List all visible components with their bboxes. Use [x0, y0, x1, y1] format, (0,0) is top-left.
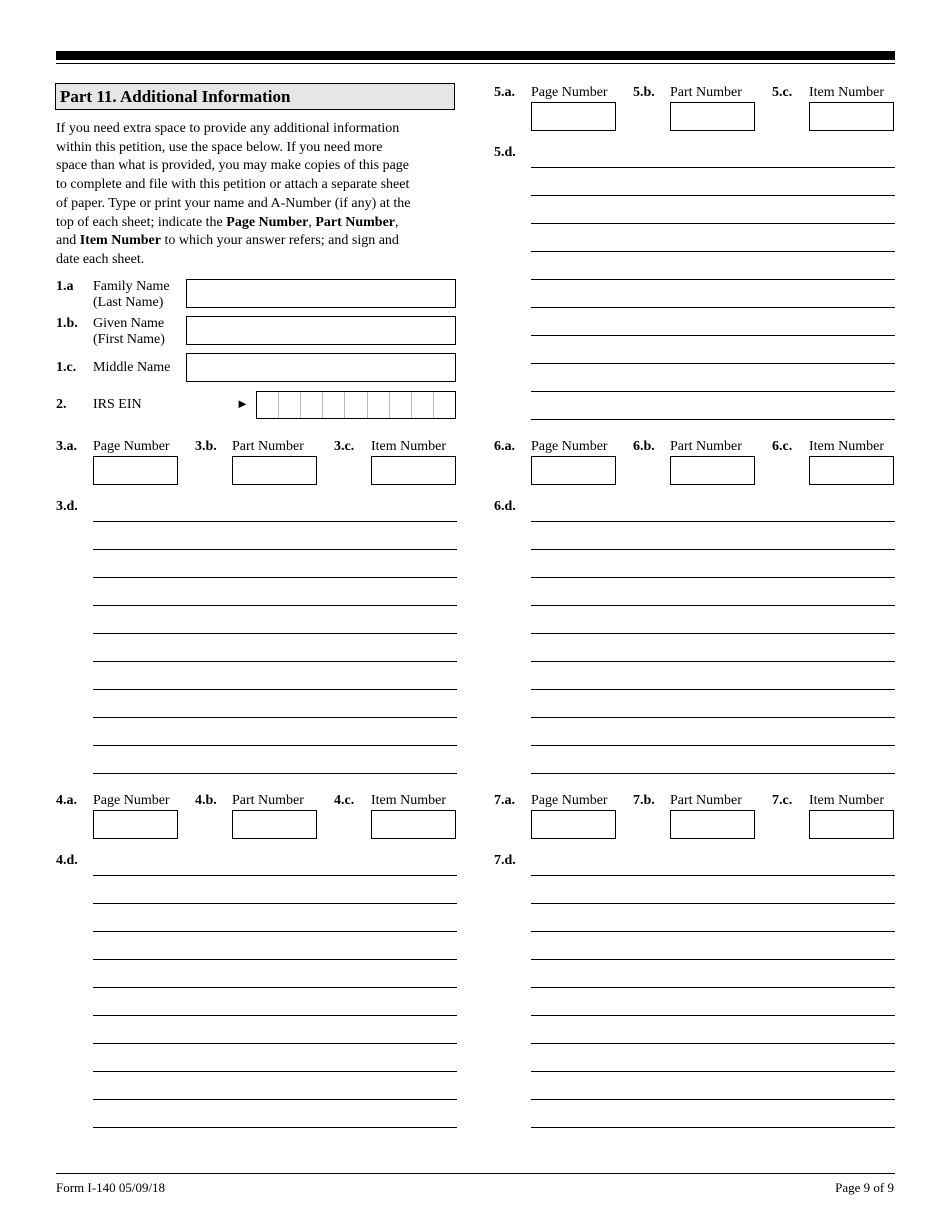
footer-rule: [56, 1173, 895, 1174]
answer-line-5d[interactable]: [531, 419, 895, 420]
item-number-6a: 6.a.: [494, 439, 515, 454]
page-number-input-7a[interactable]: [531, 810, 616, 839]
answer-line-7d[interactable]: [531, 1099, 895, 1100]
part-number-input-4b[interactable]: [232, 810, 317, 839]
answer-line-7d[interactable]: [531, 1043, 895, 1044]
item-number-6b: 6.b.: [633, 439, 655, 454]
item-number-5b: 5.b.: [633, 85, 655, 100]
intro-bold-page-number: Page Number: [226, 214, 309, 230]
answer-line-3d[interactable]: [93, 689, 457, 690]
answer-line-5d[interactable]: [531, 335, 895, 336]
ein-digit-cell[interactable]: [323, 392, 345, 418]
ein-digit-cell[interactable]: [434, 392, 455, 418]
part-title: Part 11. Additional Information: [55, 83, 455, 110]
answer-line-5d[interactable]: [531, 363, 895, 364]
answer-line-6d[interactable]: [531, 521, 895, 522]
item-number-label: Item Number: [371, 793, 447, 808]
arrow-right-icon: ►: [236, 396, 249, 411]
item-number-5a: 5.a.: [494, 85, 515, 100]
item-number-4d: 4.d.: [56, 853, 78, 868]
family-name-input[interactable]: [186, 279, 456, 308]
item-number-input-4c[interactable]: [371, 810, 456, 839]
intro-text: and: [56, 233, 80, 249]
answer-line-4d[interactable]: [93, 1015, 457, 1016]
given-name-label: Given Name: [93, 316, 165, 331]
item-number-3a: 3.a.: [56, 439, 77, 454]
intro-bold-part-number: Part Number: [315, 214, 396, 230]
answer-line-5d[interactable]: [531, 307, 895, 308]
answer-line-5d[interactable]: [531, 251, 895, 252]
answer-line-5d[interactable]: [531, 195, 895, 196]
answer-line-7d[interactable]: [531, 959, 895, 960]
item-number-5c: 5.c.: [772, 85, 793, 100]
intro-line: to complete and file with this petition or attach a separate sheet: [56, 177, 410, 193]
item-number-2: 2.: [56, 397, 67, 412]
part-number-input-5b[interactable]: [670, 102, 755, 131]
intro-text: ,: [308, 214, 316, 230]
answer-line-5d[interactable]: [531, 391, 895, 392]
answer-line-3d[interactable]: [93, 577, 457, 578]
item-number-6c: 6.c.: [772, 439, 793, 454]
item-number-7b: 7.b.: [633, 793, 655, 808]
answer-line-4d[interactable]: [93, 1071, 457, 1072]
middle-name-input[interactable]: [186, 353, 456, 382]
answer-line-7d[interactable]: [531, 931, 895, 932]
ein-digit-cell[interactable]: [301, 392, 323, 418]
ein-digit-cell[interactable]: [390, 392, 412, 418]
family-name-sublabel: (Last Name): [93, 295, 164, 310]
answer-line-7d[interactable]: [531, 987, 895, 988]
answer-line-6d[interactable]: [531, 717, 895, 718]
answer-line-4d[interactable]: [93, 1099, 457, 1100]
answer-line-4d[interactable]: [93, 875, 457, 876]
item-number-input-3c[interactable]: [371, 456, 456, 485]
intro-line: within this petition, use the space below. If you need more: [56, 139, 383, 155]
ein-digit-cell[interactable]: [368, 392, 390, 418]
page-number: Page 9 of 9: [835, 1180, 894, 1195]
answer-line-3d[interactable]: [93, 717, 457, 718]
item-number-input-6c[interactable]: [809, 456, 894, 485]
answer-line-3d[interactable]: [93, 521, 457, 522]
item-number-label: Item Number: [809, 85, 885, 100]
page-number-label: Page Number: [531, 439, 608, 454]
item-number-4c: 4.c.: [334, 793, 355, 808]
given-name-sublabel: (First Name): [93, 332, 165, 347]
answer-line-6d[interactable]: [531, 689, 895, 690]
answer-line-3d[interactable]: [93, 633, 457, 634]
page-number-input-4a[interactable]: [93, 810, 178, 839]
part-number-input-3b[interactable]: [232, 456, 317, 485]
part-number-label: Part Number: [670, 85, 742, 100]
answer-line-7d[interactable]: [531, 903, 895, 904]
item-number-3d: 3.d.: [56, 499, 78, 514]
part-number-input-7b[interactable]: [670, 810, 755, 839]
part-number-input-6b[interactable]: [670, 456, 755, 485]
answer-line-7d[interactable]: [531, 875, 895, 876]
item-number-7c: 7.c.: [772, 793, 793, 808]
answer-line-7d[interactable]: [531, 1015, 895, 1016]
item-number-input-5c[interactable]: [809, 102, 894, 131]
intro-text: ,: [395, 214, 399, 230]
answer-line-4d[interactable]: [93, 987, 457, 988]
intro-bold-item-number: Item Number: [79, 233, 161, 249]
intro-text: top of each sheet; indicate the: [56, 214, 227, 230]
answer-line-7d[interactable]: [531, 1071, 895, 1072]
intro-line: [56, 232, 458, 251]
page-number-input-5a[interactable]: [531, 102, 616, 131]
intro-line: space than what is provided, you may make copies of this page: [56, 158, 410, 174]
page-number-label: Page Number: [93, 793, 170, 808]
answer-line-3d[interactable]: [93, 661, 457, 662]
answer-line-4d[interactable]: [93, 931, 457, 932]
answer-line-6d[interactable]: [531, 549, 895, 550]
answer-line-4d[interactable]: [93, 1127, 457, 1128]
item-number-7d: 7.d.: [494, 853, 516, 868]
answer-line-3d[interactable]: [93, 773, 457, 774]
answer-line-6d[interactable]: [531, 577, 895, 578]
item-number-3b: 3.b.: [195, 439, 217, 454]
item-number-label: Item Number: [809, 793, 885, 808]
ein-digit-cell[interactable]: [257, 392, 279, 418]
ein-digit-cell[interactable]: [412, 392, 434, 418]
header-thin-rule: [56, 63, 895, 64]
form-edition: Form I-140 05/09/18: [56, 1180, 166, 1195]
answer-line-5d[interactable]: [531, 223, 895, 224]
answer-line-5d[interactable]: [531, 167, 895, 168]
intro-line: date each sheet.: [56, 251, 145, 267]
answer-line-6d[interactable]: [531, 661, 895, 662]
header-thick-rule: [56, 51, 895, 60]
irs-ein-label: IRS EIN: [93, 397, 142, 412]
item-number-4b: 4.b.: [195, 793, 217, 808]
part-number-label: Part Number: [670, 439, 742, 454]
item-number-1b: 1.b.: [56, 316, 78, 331]
instructions-paragraph: [56, 120, 458, 270]
answer-line-3d[interactable]: [93, 745, 457, 746]
intro-line: [56, 214, 458, 233]
item-number-3c: 3.c.: [334, 439, 355, 454]
answer-line-6d[interactable]: [531, 633, 895, 634]
irs-ein-input[interactable]: [256, 391, 456, 419]
item-number-6d: 6.d.: [494, 499, 516, 514]
page-number-input-6a[interactable]: [531, 456, 616, 485]
part-number-label: Part Number: [670, 793, 742, 808]
answer-line-5d[interactable]: [531, 279, 895, 280]
intro-line: of paper. Type or print your name and A-Number (if any) at the: [56, 195, 411, 211]
ein-digit-cell[interactable]: [345, 392, 367, 418]
page-number-label: Page Number: [531, 85, 608, 100]
answer-line-4d[interactable]: [93, 1043, 457, 1044]
intro-line: If you need extra space to provide any additional information: [56, 121, 400, 136]
answer-line-7d[interactable]: [531, 1127, 895, 1128]
middle-name-label: Middle Name: [93, 360, 171, 375]
part-number-label: Part Number: [232, 439, 304, 454]
item-number-label: Item Number: [371, 439, 447, 454]
page-number-input-3a[interactable]: [93, 456, 178, 485]
answer-line-3d[interactable]: [93, 549, 457, 550]
answer-line-6d[interactable]: [531, 773, 895, 774]
intro-text: to which your answer refers; and sign and: [160, 233, 399, 249]
item-number-5d: 5.d.: [494, 145, 516, 160]
item-number-1c: 1.c.: [56, 360, 77, 375]
item-number-1a: 1.a: [56, 279, 74, 294]
item-number-label: Item Number: [809, 439, 885, 454]
item-number-4a: 4.a.: [56, 793, 77, 808]
answer-line-6d[interactable]: [531, 745, 895, 746]
item-number-input-7c[interactable]: [809, 810, 894, 839]
page-number-label: Page Number: [93, 439, 170, 454]
ein-digit-cell[interactable]: [279, 392, 301, 418]
part-number-label: Part Number: [232, 793, 304, 808]
given-name-input[interactable]: [186, 316, 456, 345]
answer-line-4d[interactable]: [93, 903, 457, 904]
answer-line-4d[interactable]: [93, 959, 457, 960]
page-number-label: Page Number: [531, 793, 608, 808]
answer-line-6d[interactable]: [531, 605, 895, 606]
item-number-7a: 7.a.: [494, 793, 515, 808]
family-name-label: Family Name: [93, 279, 170, 294]
answer-line-3d[interactable]: [93, 605, 457, 606]
